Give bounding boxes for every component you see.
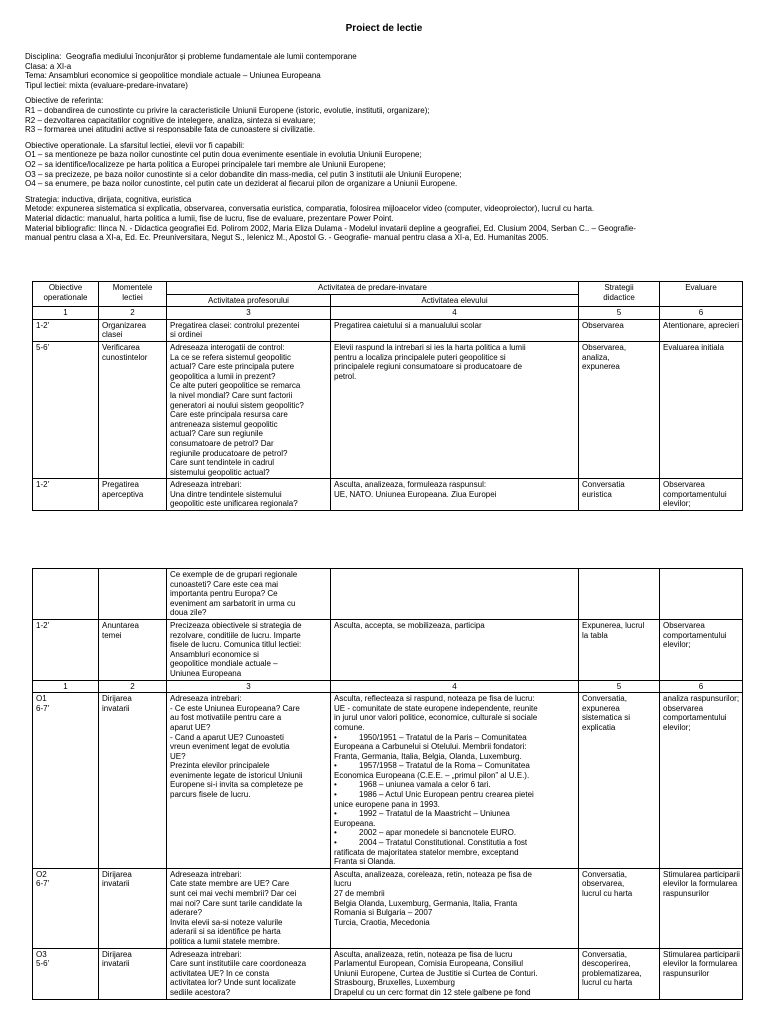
table-cell: 3 — [167, 307, 331, 320]
page-title: Proiect de lectie — [345, 23, 423, 34]
table-cell: Elevii raspund la intrebari si ies la harta politica a lumii pentru a localiza principalele puteri geopolitice si principalele regiuni consumatoare si producatoare de petrol. — [331, 341, 579, 478]
table-cell: Observarea comportamentului elevilor; — [660, 479, 743, 511]
lesson-plan-table — [32, 281, 743, 511]
table-cell: Adreseaza intrebari: - Ce este Uniunea Europeana? Care au fost motivatiile pentru care a aparut UE? - Cand a aparut UE? Cunoasteti vreun eveniment legat de evolutia UE? Prezinta elevilor principalele evenimente legate de istoricul Uniunii Europene si-i invita sa completeze pe parcurs fisele de lucru. — [167, 693, 331, 869]
table-cell: Asculta, accepta, se mobilizeaza, participa — [331, 619, 579, 680]
table-cell: Asculta, analizeaza, coreleaza, retin, noteaza pe fisa de lucru 27 de membrii Belgia Olanda, Luxemburg, Germania, Italia, Franta Romania si Bulgaria – 2007 Turcia, Craotia, Mecedonia — [331, 868, 579, 948]
table-cell: Verificarea cunostintelor — [99, 341, 167, 478]
table-cell: Conversatia euristica — [579, 479, 660, 511]
table-cell: 1-2' — [33, 479, 99, 511]
table-cell: 2 — [99, 680, 167, 693]
table-cell: Evaluarea initiala — [660, 341, 743, 478]
table-cell: 1 — [33, 680, 99, 693]
intro-line: Obiective de referinta: — [25, 96, 104, 106]
table-cell: O2 6-7' — [33, 868, 99, 948]
table-cell: 1-2' — [33, 619, 99, 680]
table-cell: 1-2' — [33, 319, 99, 341]
table-row — [33, 693, 743, 869]
table-row — [33, 479, 743, 511]
header-elev: Activitatea elevului — [331, 294, 579, 307]
table-cell — [660, 569, 743, 620]
intro-line: R1 – dobandirea de cunostinte cu privire la caracteristicile Uniunii Europene (istoric, evolutie, institutii, organizare); — [25, 105, 430, 115]
intro-line: Strategia: inductiva, dirijata, cognitiva, euristica — [25, 194, 192, 204]
table-cell: 4 — [331, 680, 579, 693]
table-cell: Asculta, reflecteaza si raspund, noteaza pe fisa de lucru: UE - comunitate de state europene independente, reunite in jurul unor valori politice, economice, culturale si sociale comune. • 1950/1951 – Tratatul de la Paris – Comunitatea Europeana a Carbunelui si Otelului. Membrii fondatori: Franta, Germania, Italia, Belgia, Olanda, Luxemburg. • 1957/1958 – Tratatul de la Roma – Comunitatea Economica Europeana (C.E.E. – „primul pilon” al U.E.). • 1968 – uniunea vamala a celor 6 tari. • 1986 – Actul Unic European pentru crearea pietei unice europene pana in 1993. • 1992 – Tratatul de la Maastricht – Uniunea Europeana. • 2002 – apar monedele si bancnotele EURO. • 2004 – Tratatul Constitutional. Constitutia a fost ratificata de majoritatea statelor membre, exceptand Franta si Olanda. — [331, 693, 579, 869]
table-header-row — [33, 282, 743, 295]
table-cell: Conversatia, descoperirea, problematizarea, lucrul cu harta — [579, 948, 660, 999]
intro-line: O1 – sa mentioneze pe baza noilor cunostinte cel putin doua evenimente esentiale in evolutia Uniunii Europene; — [25, 150, 422, 160]
table-cell: Organizarea clasei — [99, 319, 167, 341]
table-cell: Dirijarea invatarii — [99, 693, 167, 869]
header-strategii: Strategii didactice — [579, 282, 660, 307]
header-evaluare: Evaluare — [660, 282, 743, 307]
table-cell: Adreseaza intrebari: Cate state membre are UE? Care sunt cei mai vechi membrii? Dar cei mai noi? Care sunt tarile candidate la aderare? Invita elevii sa-si noteze valurile aderarii si sa identifice pe harta politica a lumii statele membre. — [167, 868, 331, 948]
intro-line: O3 – sa precizeze, pe baza noilor cunostinte si a celor dobandite din mass-media, cel putin 3 institutii ale Uniunii Europene; — [25, 169, 462, 179]
table-cell: 5-6' — [33, 341, 99, 478]
intro-line: Metode: expunerea sistematica si explicatia, observarea, conversatia euristica, comparatia, folosirea mijloacelor video (computer, videoproiector), lucrul cu harta. — [25, 204, 595, 214]
table-cell — [331, 569, 579, 620]
table-cell: 2 — [99, 307, 167, 320]
header-obiective: Obiective operationale — [33, 282, 99, 307]
table-row — [33, 341, 743, 478]
intro-line: Material didactic: manualul, harta politica a lumii, fise de lucru, fise de evaluare, prezentare Power Point. — [25, 213, 394, 223]
table-cell: Stimularea participarii elevilor la formularea raspunsurilor — [660, 948, 743, 999]
intro-line: R2 – dezvoltarea capacitatilor cognitive de intelegere, analiza, sinteza si evaluare; — [25, 115, 316, 125]
table-cell: Pregatirea caietului si a manualului scolar — [331, 319, 579, 341]
table-cell: analiza raspunsurilor; observarea comportamentului elevilor; — [660, 693, 743, 869]
table-cell: Ce exemple de de grupari regionale cunoasteti? Care este cea mai importanta pentru Europa? Ce eveniment am sarbatorit in urma cu doua zile? — [167, 569, 331, 620]
intro-line: Disciplina: Geografia mediului înconjurător și probleme fundamentale ale lumii contemporane — [25, 52, 357, 61]
table-cell: Observarea — [579, 319, 660, 341]
header-activitatea: Activitatea de predare-invatare — [167, 282, 579, 295]
table-cell: Adreseaza intrebari: Care sunt institutiile care coordoneaza activitatea UE? In ce consta activitatea lor? Unde sunt localizate sediile acestora? — [167, 948, 331, 999]
intro-line: Clasa: a XI-a — [25, 61, 72, 71]
table-cell: Observarea, analiza, expunerea — [579, 341, 660, 478]
table-cell — [33, 569, 99, 620]
table-cell: Conversatia, observarea, lucrul cu harta — [579, 868, 660, 948]
table-cell: O3 5-6' — [33, 948, 99, 999]
table-cell: Dirijarea invatarii — [99, 948, 167, 999]
table-cell: Pregatirea aperceptiva — [99, 479, 167, 511]
header-momente: Momentele lectiei — [99, 282, 167, 307]
intro-line: Obiective operationale. La sfarsitul lectiei, elevii vor fi capabili: — [25, 140, 245, 150]
lesson-plan-table-continued — [32, 568, 743, 1000]
table-cell: 5 — [579, 680, 660, 693]
table-cell: Stimularea participarii elevilor la formularea raspunsurilor — [660, 868, 743, 948]
table-row — [33, 619, 743, 680]
intro-line: manual pentru clasa a XI-a, Ed. Ec. Preuniversitara, Negut S., Ielenicz M., Apostol G. - Geografie- manual pentru clasa a XI-a, Ed. Humanitas 2005. — [25, 233, 549, 243]
intro-line: Tipul lectiei: mixta (evaluare-predare-invatare) — [25, 80, 188, 90]
table-cell — [579, 569, 660, 620]
table-cell: 3 — [167, 680, 331, 693]
table-cell: Precizeaza obiectivele si strategia de rezolvare, conditiile de lucru. Imparte fisele de lucru. Comunica titlul lectiei: Ansambluri economice si geopolitice mondiale actuale – Uniunea Europeana — [167, 619, 331, 680]
table-cell: 4 — [331, 307, 579, 320]
table-cell: Anuntarea temei — [99, 619, 167, 680]
table-cell: 1 — [33, 307, 99, 320]
table-cell: Observarea comportamentului elevilor; — [660, 619, 743, 680]
intro-line: O4 – sa enumere, pe baza noilor cunostinte, cel putin cate un deziderat al fiecarui pilon de organizare a Uniunii Europene. — [25, 179, 458, 189]
table-cell: Pregatirea clasei: controlul prezentei si ordinei — [167, 319, 331, 341]
table-row — [33, 948, 743, 999]
intro-line: Material bibliografic: Ilinca N. - Didactica geografiei Ed. Polirom 2002, Maria Eliza Dulama - Modelul invatarii depline a geografiei, Ed. Clusium 2004, Serban C.. – Geografie- — [25, 223, 636, 233]
table-cell: Atentionare, aprecieri — [660, 319, 743, 341]
table-row — [33, 868, 743, 948]
table-cell: Asculta, analizeaza, formuleaza raspunsul: UE, NATO. Uniunea Europeana. Ziua Europei — [331, 479, 579, 511]
intro-line: O2 – sa identifice/localizeze pe harta politica a Europei principalele tari membre ale Uniunii Europene; — [25, 159, 386, 169]
table-cell: Asculta, analizeaza, retin, noteaza pe fisa de lucru Parlamentul European, Comisia Europeana, Consiliul Uniunii Europene, Curtea de Justitie si Curtea de Conturi. Strasbourg, Bruxelles, Luxemburg Drapelul cu un cerc format din 12 stele galbene pe fond — [331, 948, 579, 999]
table-cell: Conversatia, expunerea sistematica si explicatia — [579, 693, 660, 869]
header-profesor: Activitatea profesorului — [167, 294, 331, 307]
table-cell: Expunerea, lucrul la tabla — [579, 619, 660, 680]
table-cell: 5 — [579, 307, 660, 320]
table-cell: Adreseaza interogatii de control: La ce se refera sistemul geopolitic actual? Care este principala putere geopolitica a lumii in prezent? Ce alte puteri geopolitice se remarca la nivel mondial? Care sunt factorii generatori ai noului sistem geopolitic? Care este principala resursa care antreneaza sistemul geopolitic actual? Care sun regiunile consumatoare de petrol? Dar regiunile producatoare de petrol? Care sunt tendintele in cadrul sistemului geopolitic actual? — [167, 341, 331, 478]
column-numbers-row — [33, 680, 743, 693]
table-row — [33, 319, 743, 341]
table-cell: 6 — [660, 307, 743, 320]
table-cell: 6 — [660, 680, 743, 693]
lesson-intro — [25, 52, 745, 243]
table-cell: Adreseaza intrebari: Una dintre tendintele sistemului geopolitic este unificarea regionala? — [167, 479, 331, 511]
table-row — [33, 569, 743, 620]
table-cell: Dirijarea invatarii — [99, 868, 167, 948]
column-numbers-row — [33, 307, 743, 320]
table-cell: O1 6-7' — [33, 693, 99, 869]
intro-line: Tema: Ansambluri economice si geopolitice mondiale actuale – Uniunea Europeana — [25, 71, 321, 81]
intro-line: R3 – formarea unei atitudini active si responsabile fata de cunoastere si civilizatie. — [25, 125, 315, 135]
table-cell — [99, 569, 167, 620]
